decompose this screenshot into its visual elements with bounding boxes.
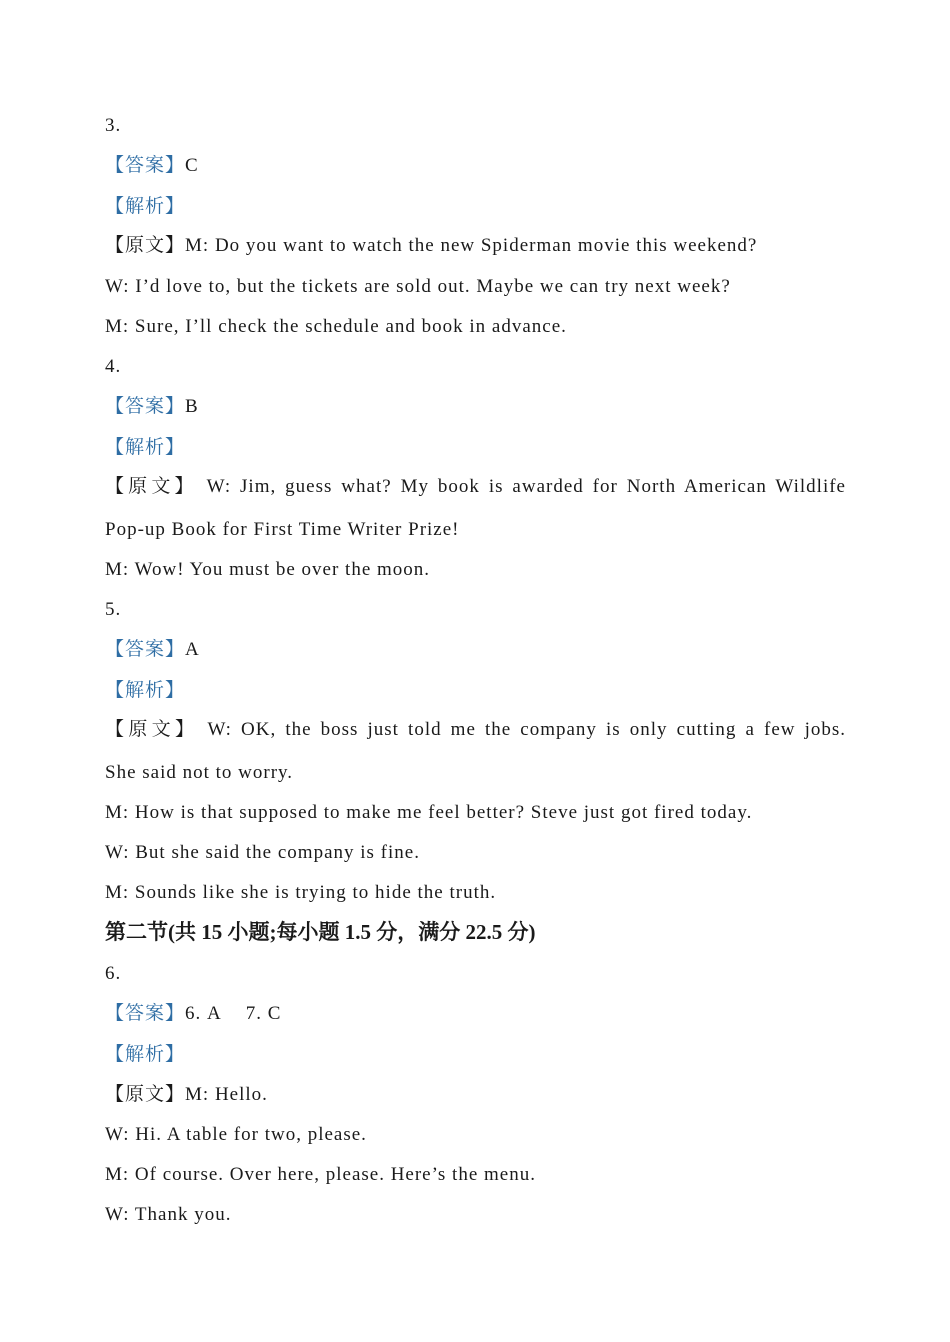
- transcript-line: 【原文】 W: OK, the boss just told me the company is only cutting a few jobs.: [105, 719, 846, 740]
- analysis-label: 【解析】: [105, 437, 186, 458]
- answer-label: 【答案】: [105, 396, 186, 417]
- transcript-line: Pop-up Book for First Time Writer Prize!: [105, 519, 460, 540]
- original-label: 【原文】: [105, 235, 186, 256]
- original-label: 【原文】: [105, 719, 199, 740]
- question-number: 3.: [105, 115, 122, 136]
- transcript-line: W: I’d love to, but the tickets are sold out. Maybe we can try next week?: [105, 276, 731, 297]
- analysis-label: 【解析】: [105, 1044, 186, 1065]
- transcript-line: W: Hi. A table for two, please.: [105, 1124, 367, 1145]
- section-heading: 第二节(共 15 小题;每小题 1.5 分，满分 22.5 分): [105, 920, 536, 944]
- original-label: 【原文】: [105, 476, 198, 497]
- answer-value: B: [185, 396, 199, 417]
- transcript-line: M: Sure, I’ll check the schedule and book in advance.: [105, 316, 567, 337]
- question-number: 5.: [105, 599, 122, 620]
- answer-line: [105, 1002, 846, 1026]
- analysis-label: 【解析】: [105, 680, 186, 701]
- answer-line: [105, 638, 846, 662]
- transcript-line: She said not to worry.: [105, 762, 294, 783]
- transcript-line: 【原文】 W: Jim, guess what? My book is awarded for North American Wildlife: [105, 476, 846, 497]
- answer-value: 7. C: [245, 1003, 282, 1024]
- transcript-line: M: How is that supposed to make me feel better? Steve just got fired today.: [105, 802, 753, 823]
- answer-line: [105, 395, 846, 419]
- transcript-line: 【原文】M: Hello.: [105, 1084, 268, 1105]
- transcript-line: M: Sounds like she is trying to hide the truth.: [105, 882, 497, 903]
- transcript-line: W: But she said the company is fine.: [105, 842, 420, 863]
- transcript-line: M: Of course. Over here, please. Here’s the menu.: [105, 1164, 536, 1185]
- answer-label: 【答案】: [105, 1003, 186, 1024]
- answer-value: A: [185, 639, 200, 660]
- analysis-label: 【解析】: [105, 196, 186, 217]
- transcript-line: M: Wow! You must be over the moon.: [105, 559, 431, 580]
- answer-label: 【答案】: [105, 639, 186, 660]
- question-number: 4.: [105, 356, 122, 377]
- answer-label: 【答案】: [105, 155, 186, 176]
- question-number: 6.: [105, 963, 122, 984]
- answer-line: [105, 154, 846, 178]
- transcript-line: 【原文】M: Do you want to watch the new Spiderman movie this weekend?: [105, 235, 758, 256]
- original-label: 【原文】: [105, 1084, 186, 1105]
- answer-value: 6. A: [185, 1003, 222, 1024]
- transcript-line: W: Thank you.: [105, 1204, 232, 1225]
- answer-value: C: [185, 155, 199, 176]
